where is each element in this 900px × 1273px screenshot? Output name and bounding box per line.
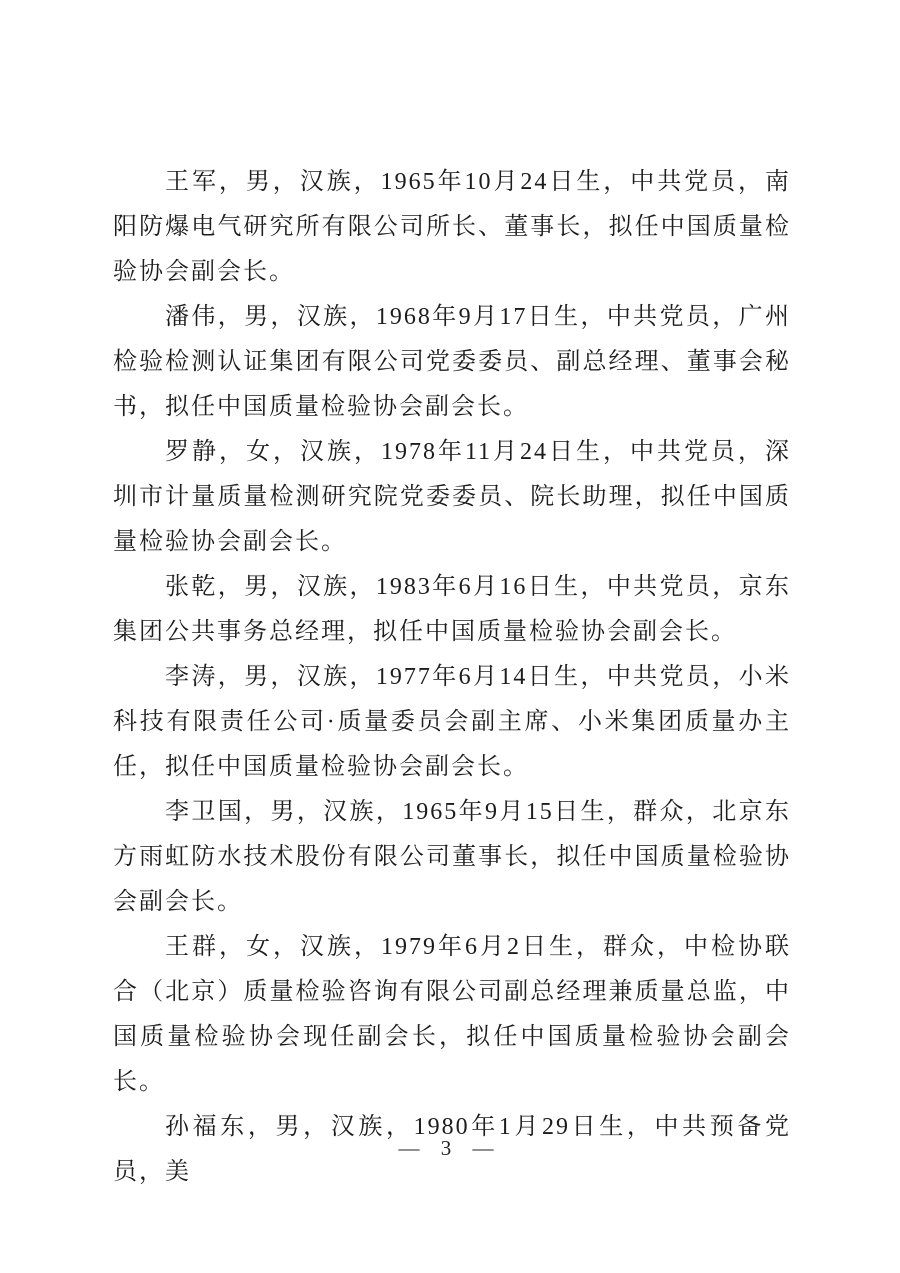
bio-paragraph-wang-jun: 王军，男，汉族，1965年10月24日生，中共党员，南阳防爆电气研究所有限公司所长、董事长，拟任中国质量检验协会副会长。 bbox=[113, 169, 791, 285]
bio-paragraph-li-tao: 李涛，男，汉族，1977年6月14日生，中共党员，小米科技有限责任公司·质量委员会副主席、小米集团质量办主任，拟任中国质量检验协会副会长。 bbox=[113, 664, 791, 780]
page-footer bbox=[0, 1136, 900, 1161]
bio-paragraph-li-weiguo: 李卫国，男，汉族，1965年9月15日生，群众，北京东方雨虹防水技术股份有限公司董事长，拟任中国质量检验协会副会长。 bbox=[113, 799, 791, 915]
document-body bbox=[113, 160, 791, 1195]
page-number: — 3 — bbox=[398, 1136, 502, 1160]
bio-paragraph-sun-fudong: 孙福东，男，汉族，1980年1月29日生，中共预备党员，美 bbox=[113, 1114, 791, 1185]
bio-paragraph-luo-jing: 罗静，女，汉族，1978年11月24日生，中共党员，深圳市计量质量检测研究院党委委员、院长助理，拟任中国质量检验协会副会长。 bbox=[113, 439, 791, 555]
bio-paragraph-zhang-qian: 张乾，男，汉族，1983年6月16日生，中共党员，京东集团公共事务总经理，拟任中国质量检验协会副会长。 bbox=[113, 574, 791, 645]
bio-paragraph-pan-wei: 潘伟，男，汉族，1968年9月17日生，中共党员，广州检验检测认证集团有限公司党委委员、副总经理、董事会秘书，拟任中国质量检验协会副会长。 bbox=[113, 304, 791, 420]
bio-paragraph-wang-qun: 王群，女，汉族，1979年6月2日生，群众，中检协联合（北京）质量检验咨询有限公司副总经理兼质量总监，中国质量检验协会现任副会长，拟任中国质量检验协会副会长。 bbox=[113, 934, 791, 1095]
